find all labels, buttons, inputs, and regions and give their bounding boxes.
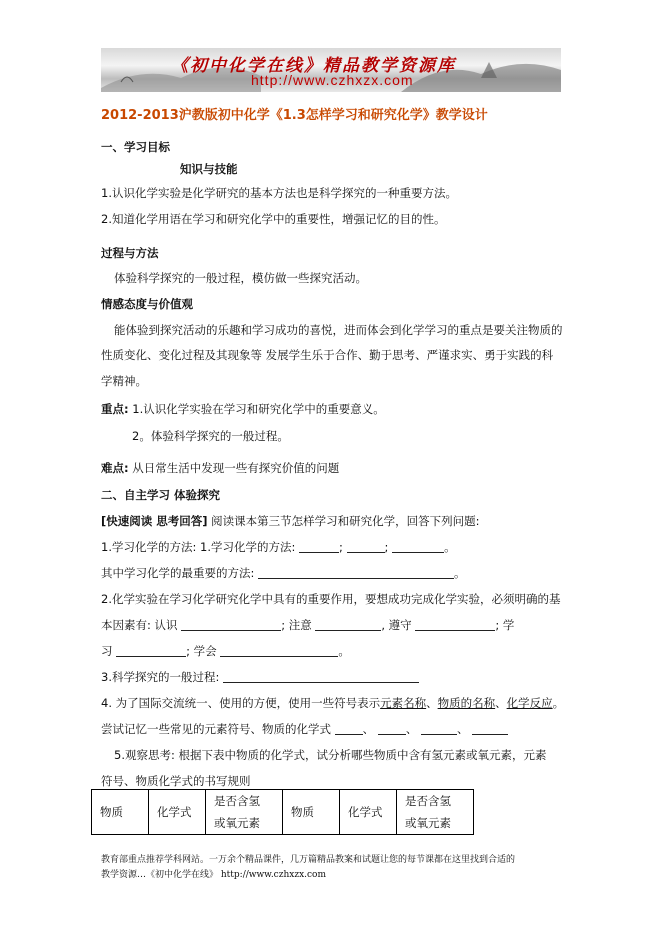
- answer-blank[interactable]: [299, 540, 339, 553]
- banner-title: 《初中化学在线》精品教学资源库: [171, 56, 456, 76]
- answer-blank[interactable]: [116, 644, 186, 657]
- answer-blank[interactable]: [335, 722, 363, 735]
- question-4-row-2: 尝试记忆一些常见的元素符号、物质的化学式 、 、 、: [101, 721, 508, 737]
- question-1b-text: 其中学习化学的最重要的方法:: [101, 566, 255, 580]
- question-3-row: [101, 669, 419, 685]
- key-point-label: 重点:: [101, 402, 129, 416]
- term-element-name: 元素名称: [380, 696, 427, 710]
- answer-blank[interactable]: [378, 722, 406, 735]
- document-title: 2012-2013沪教版初中化学《1.3怎样学习和研究化学》教学设计: [101, 108, 488, 123]
- answer-blank[interactable]: [421, 722, 457, 735]
- difficulty-text: 从日常生活中发现一些有探究价值的问题: [132, 461, 340, 475]
- observation-table: [91, 789, 474, 835]
- answer-blank[interactable]: [258, 566, 454, 579]
- question-4b-text: 尝试记忆一些常见的元素符号、物质的化学式: [101, 722, 331, 736]
- key-point-1: 1.认识化学实验在学习和研究化学中的重要意义。: [132, 402, 385, 416]
- table-header-formula: 化学式: [149, 790, 206, 835]
- answer-blank[interactable]: [181, 618, 281, 631]
- question-2-note: ; 注意: [281, 618, 312, 632]
- banner-image: [101, 48, 561, 92]
- footer-ad: [101, 853, 571, 883]
- subheading-knowledge: 知识与技能: [180, 162, 238, 176]
- question-2-text-2: 本因素有: 认识: [101, 618, 178, 632]
- objective-item-1: 1.认识化学实验是化学研究的基本方法也是科学探究的一种重要方法。: [101, 186, 457, 200]
- question-5-text-2: 符号、物质化学式的书写规则: [101, 774, 251, 788]
- table-header-row: [92, 790, 474, 835]
- banner-url[interactable]: http://www.czhxzx.com: [251, 72, 414, 88]
- section-1-heading: 一、学习目标: [101, 140, 170, 154]
- answer-blank[interactable]: [220, 644, 338, 657]
- question-2-row-3: 习 ; 学会 。: [101, 644, 350, 658]
- answer-blank[interactable]: [472, 722, 508, 735]
- section-2-heading: 二、自主学习 体验探究: [101, 488, 221, 502]
- question-2-obey: , 遵守: [381, 618, 412, 632]
- reading-prompt: [101, 513, 480, 529]
- question-4-row-1: 4. 为了国际交流统一、使用的方便，使用一些符号表示元素名称、物质的名称、化学反应。: [101, 696, 565, 710]
- process-text: 体验科学探究的一般过程，模仿做一些探究活动。: [114, 271, 367, 285]
- difficulty-label: 难点:: [101, 461, 129, 475]
- table-header-contains-h-o: [397, 790, 474, 835]
- table-header-substance: 物质: [92, 790, 149, 835]
- attitude-text-3: 学精神。: [101, 374, 147, 388]
- question-3-text: 3.科学探究的一般过程:: [101, 670, 220, 684]
- question-2-master: ; 学会: [186, 644, 217, 658]
- table-header-substance: 物质: [283, 790, 340, 835]
- question-5-text-1: 5.观察思考: 根据下表中物质的化学式，试分析哪些物质中含有氢元素或氧元素，元素: [114, 748, 547, 762]
- attitude-text-2: 性质变化、变化过程及其现象等 发展学生乐于合作、勤于思考、严谨求实、勇于实践的科: [101, 348, 554, 362]
- header-line: 或氧元素: [405, 816, 451, 830]
- answer-blank[interactable]: [223, 670, 419, 683]
- header-line: 或氧元素: [214, 816, 260, 830]
- question-2-learn: ; 学: [495, 618, 515, 632]
- answer-blank[interactable]: [392, 540, 444, 553]
- subheading-attitude: 情感态度与价值观: [101, 297, 193, 311]
- header-line: 是否含氢: [405, 794, 451, 808]
- question-2-row-2: [101, 617, 514, 633]
- key-point-2: 2。体验科学探究的一般过程。: [132, 429, 289, 443]
- table-header-formula: 化学式: [340, 790, 397, 835]
- question-4-text: 4. 为了国际交流统一、使用的方便，使用一些符号表示: [101, 696, 381, 710]
- term-substance-name: 物质的名称: [437, 696, 496, 710]
- term-chemical-reaction: 化学反应: [506, 696, 553, 710]
- answer-blank[interactable]: [347, 540, 385, 553]
- question-2-text-3: 习: [101, 644, 113, 658]
- header-line: 是否含氢: [214, 794, 260, 808]
- attitude-text-1: 能体验到探究活动的乐趣和学习成功的喜悦，进而体会到化学学习的重点是要关注物质的: [114, 323, 563, 337]
- answer-blank[interactable]: [415, 618, 495, 631]
- question-1b-row: 其中学习化学的最重要的方法: 。: [101, 566, 466, 580]
- key-point-row: [101, 401, 385, 417]
- reading-instruction: 阅读课本第三节怎样学习和研究化学，回答下列问题:: [211, 514, 480, 528]
- footer-text-1: 教育部重点推荐学科网站。一万余个精品课件，几万篇精品教案和试题让您的每节课都在这里找到合适的: [101, 855, 516, 865]
- question-1-text: 1.学习化学的方法: 1.学习化学的方法:: [101, 540, 296, 554]
- objective-item-2: 2.知道化学用语在学习和研究化学中的重要性，增强记忆的目的性。: [101, 212, 446, 226]
- difficulty-row: [101, 460, 339, 476]
- question-1-row: 1.学习化学的方法: 1.学习化学的方法: ; ; 。: [101, 540, 456, 554]
- footer-text-2: 教学资源…《初中化学在线》: [101, 870, 219, 880]
- table-header-contains-h-o: [206, 790, 283, 835]
- question-2-text-1: 2.化学实验在学习化学研究化学中具有的重要作用，要想成功完成化学实验，必须明确的基: [101, 592, 561, 606]
- footer-url[interactable]: http://www.czhxzx.com: [220, 870, 327, 880]
- subheading-process: 过程与方法: [101, 246, 159, 260]
- reading-tag: [快速阅读 思考回答]: [101, 514, 208, 528]
- answer-blank[interactable]: [315, 618, 381, 631]
